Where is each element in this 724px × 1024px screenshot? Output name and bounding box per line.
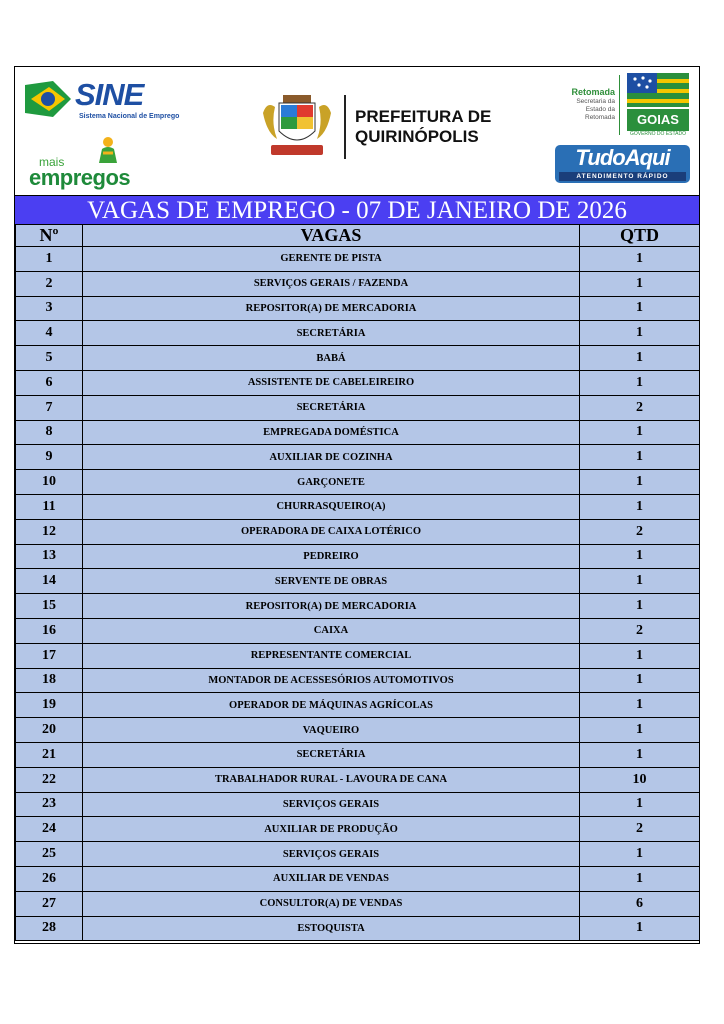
table-row — [16, 544, 700, 569]
row-qtd: 1 — [580, 643, 700, 668]
column-header-qtd: QTD — [580, 225, 700, 247]
row-vaga: AUXILIAR DE COZINHA — [83, 445, 580, 470]
row-number: 15 — [16, 594, 83, 619]
row-number: 17 — [16, 643, 83, 668]
column-header-number: Nº — [16, 225, 83, 247]
row-vaga: REPRESENTANTE COMERCIAL — [83, 643, 580, 668]
table-row — [16, 618, 700, 643]
tudo-aqui-wordmark: TudoAqui — [575, 145, 670, 170]
coat-of-arms-icon — [261, 93, 333, 161]
table-row — [16, 767, 700, 792]
row-number: 24 — [16, 817, 83, 842]
row-number: 22 — [16, 767, 83, 792]
row-vaga: CAIXA — [83, 618, 580, 643]
table-row — [16, 569, 700, 594]
prefeitura-line1: PREFEITURA DE — [355, 107, 492, 126]
row-vaga: ESTOQUISTA — [83, 916, 580, 941]
table-row — [16, 742, 700, 767]
table-row — [16, 296, 700, 321]
row-vaga: MONTADOR DE ACESSESÓRIOS AUTOMOTIVOS — [83, 668, 580, 693]
retomada-logo — [545, 87, 615, 122]
row-number: 2 — [16, 271, 83, 296]
row-qtd: 1 — [580, 569, 700, 594]
row-number: 12 — [16, 519, 83, 544]
row-qtd: 10 — [580, 767, 700, 792]
row-qtd: 1 — [580, 742, 700, 767]
row-qtd: 1 — [580, 321, 700, 346]
table-row — [16, 519, 700, 544]
goias-gov: GOVERNO DO ESTADO — [629, 131, 687, 137]
row-number: 1 — [16, 247, 83, 272]
table-row — [16, 594, 700, 619]
retomada-sub3: Retomada — [585, 114, 615, 121]
row-vaga: GERENTE DE PISTA — [83, 247, 580, 272]
row-vaga: SECRETÁRIA — [83, 321, 580, 346]
table-row — [16, 494, 700, 519]
row-number: 13 — [16, 544, 83, 569]
prefeitura-divider — [344, 95, 346, 159]
row-vaga: PEDREIRO — [83, 544, 580, 569]
row-number: 18 — [16, 668, 83, 693]
table-header-row — [16, 225, 700, 247]
table-row — [16, 643, 700, 668]
row-vaga: CONSULTOR(A) DE VENDAS — [83, 891, 580, 916]
row-qtd: 1 — [580, 247, 700, 272]
tudo-aqui-subtitle: ATENDIMENTO RÁPIDO — [559, 172, 686, 181]
row-number: 4 — [16, 321, 83, 346]
brazil-flag-icon — [23, 79, 73, 119]
jobs-table — [15, 224, 700, 941]
goias-logo — [627, 73, 689, 137]
table-row — [16, 420, 700, 445]
row-vaga: EMPREGADA DOMÉSTICA — [83, 420, 580, 445]
table-row — [16, 718, 700, 743]
table-row — [16, 321, 700, 346]
row-qtd: 2 — [580, 519, 700, 544]
row-vaga: SERVIÇOS GERAIS — [83, 792, 580, 817]
row-number: 25 — [16, 842, 83, 867]
row-vaga: GARÇONETE — [83, 470, 580, 495]
row-number: 21 — [16, 742, 83, 767]
row-vaga: SECRETÁRIA — [83, 395, 580, 420]
row-vaga: REPOSITOR(A) DE MERCADORIA — [83, 594, 580, 619]
row-number: 26 — [16, 866, 83, 891]
retomada-sub2: Estado da — [585, 106, 615, 113]
table-row — [16, 395, 700, 420]
prefeitura-line2: QUIRINÓPOLIS — [355, 127, 479, 146]
table-row — [16, 866, 700, 891]
table-row — [16, 668, 700, 693]
row-qtd: 1 — [580, 296, 700, 321]
row-vaga: OPERADORA DE CAIXA LOTÉRICO — [83, 519, 580, 544]
sine-wordmark: SINE — [75, 77, 144, 112]
sine-subtitle: Sistema Nacional de Emprego — [79, 113, 180, 120]
empregos-word: empregos — [29, 165, 131, 190]
row-vaga: SERVENTE DE OBRAS — [83, 569, 580, 594]
row-number: 11 — [16, 494, 83, 519]
row-vaga: BABÁ — [83, 346, 580, 371]
row-number: 3 — [16, 296, 83, 321]
row-vaga: OPERADOR DE MÁQUINAS AGRÍCOLAS — [83, 693, 580, 718]
retomada-title: Retomada — [571, 87, 615, 97]
table-row — [16, 817, 700, 842]
row-number: 19 — [16, 693, 83, 718]
row-qtd: 1 — [580, 718, 700, 743]
table-row — [16, 470, 700, 495]
row-number: 27 — [16, 891, 83, 916]
mais-word: mais — [39, 155, 65, 169]
row-qtd: 1 — [580, 792, 700, 817]
row-qtd: 1 — [580, 370, 700, 395]
row-qtd: 1 — [580, 271, 700, 296]
row-vaga: SECRETÁRIA — [83, 742, 580, 767]
table-row — [16, 842, 700, 867]
table-row — [16, 346, 700, 371]
row-qtd: 2 — [580, 618, 700, 643]
page-title: VAGAS DE EMPREGO - 07 DE JANEIRO DE 2026 — [15, 195, 699, 224]
row-qtd: 1 — [580, 842, 700, 867]
tudo-aqui-logo — [555, 145, 690, 183]
table-row — [16, 271, 700, 296]
header — [15, 67, 699, 195]
row-qtd: 1 — [580, 916, 700, 941]
row-number: 23 — [16, 792, 83, 817]
row-qtd: 1 — [580, 668, 700, 693]
job-sheet — [14, 66, 700, 944]
row-qtd: 1 — [580, 693, 700, 718]
row-vaga: AUXILIAR DE PRODUÇÃO — [83, 817, 580, 842]
row-number: 5 — [16, 346, 83, 371]
row-number: 6 — [16, 370, 83, 395]
row-qtd: 1 — [580, 594, 700, 619]
row-vaga: SERVIÇOS GERAIS / FAZENDA — [83, 271, 580, 296]
table-row — [16, 693, 700, 718]
row-qtd: 1 — [580, 346, 700, 371]
row-vaga: REPOSITOR(A) DE MERCADORIA — [83, 296, 580, 321]
row-number: 7 — [16, 395, 83, 420]
row-qtd: 2 — [580, 395, 700, 420]
table-row — [16, 370, 700, 395]
row-qtd: 1 — [580, 866, 700, 891]
person-icon — [93, 135, 123, 165]
row-vaga: VAQUEIRO — [83, 718, 580, 743]
row-qtd: 1 — [580, 494, 700, 519]
row-vaga: CHURRASQUEIRO(A) — [83, 494, 580, 519]
row-number: 8 — [16, 420, 83, 445]
retomada-sub1: Secretaria da — [576, 98, 615, 105]
row-number: 10 — [16, 470, 83, 495]
row-number: 20 — [16, 718, 83, 743]
row-qtd: 1 — [580, 420, 700, 445]
table-row — [16, 891, 700, 916]
row-qtd: 1 — [580, 445, 700, 470]
table-row — [16, 792, 700, 817]
row-qtd: 1 — [580, 544, 700, 569]
row-vaga: AUXILIAR DE VENDAS — [83, 866, 580, 891]
row-number: 14 — [16, 569, 83, 594]
table-row — [16, 445, 700, 470]
retomada-divider — [619, 75, 620, 135]
row-qtd: 2 — [580, 817, 700, 842]
row-qtd: 6 — [580, 891, 700, 916]
column-header-vagas: VAGAS — [83, 225, 580, 247]
table-row — [16, 916, 700, 941]
mais-empregos-logo — [29, 135, 159, 191]
row-number: 16 — [16, 618, 83, 643]
row-vaga: SERVIÇOS GERAIS — [83, 842, 580, 867]
row-qtd: 1 — [580, 470, 700, 495]
goias-flag-icon — [627, 73, 689, 107]
row-number: 9 — [16, 445, 83, 470]
goias-name: GOIAS — [627, 109, 689, 131]
row-vaga: TRABALHADOR RURAL - LAVOURA DE CANA — [83, 767, 580, 792]
table-row — [16, 247, 700, 272]
row-number: 28 — [16, 916, 83, 941]
row-vaga: ASSISTENTE DE CABELEIREIRO — [83, 370, 580, 395]
sine-logo — [23, 77, 180, 127]
